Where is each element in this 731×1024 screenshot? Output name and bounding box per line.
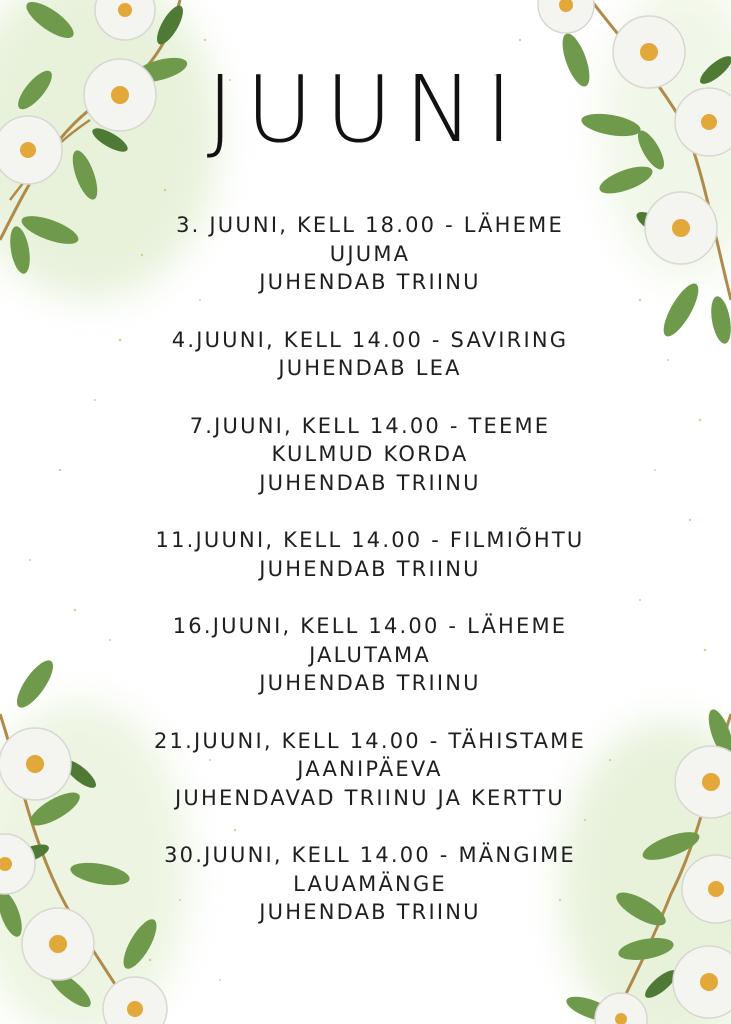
leaf-icon <box>612 886 670 931</box>
flower-icon <box>0 728 71 800</box>
flower-icon <box>595 993 647 1024</box>
event-host: JUHENDAB TRIINU <box>259 900 481 924</box>
event-host: JUHENDAB TRIINU <box>259 470 481 495</box>
flower-icon <box>682 855 731 923</box>
event-line: 4.JUUNI, KELL 14.00 - SAVIRING <box>171 327 569 352</box>
event-host: JUHENDAVAD TRIINU JA KERTTU <box>175 785 565 810</box>
event-line: LAUAMÄNGE <box>293 871 447 896</box>
event-item <box>120 526 620 583</box>
event-line: 3. JUUNI, KELL 18.00 - LÄHEME <box>176 213 564 237</box>
leaf-icon <box>657 279 704 341</box>
event-line: JAANIPÄEVA <box>297 757 443 781</box>
leaf-icon <box>21 0 78 44</box>
event-line: JALUTAMA <box>309 642 431 667</box>
page-title: JUUNI <box>206 56 525 163</box>
leaf-icon <box>18 210 81 249</box>
event-line: KULMUD KORDA <box>271 442 469 466</box>
leaf-icon <box>639 826 702 865</box>
event-host: JUHENDAB TRIINU <box>259 671 481 695</box>
leaf-icon <box>708 295 731 345</box>
leaf-icon <box>0 888 27 939</box>
leaf-icon <box>596 161 655 199</box>
event-host: JUHENDAB TRIINU <box>259 556 481 581</box>
leaf-icon <box>11 655 60 712</box>
event-item <box>120 326 620 383</box>
leaf-icon <box>152 2 188 48</box>
event-line: 16.JUUNI, KELL 14.00 - LÄHEME <box>172 614 568 638</box>
leaf-icon <box>7 225 33 275</box>
event-list <box>120 211 620 956</box>
flower-icon <box>538 0 594 33</box>
event-host: JUHENDAB LEA <box>278 356 462 380</box>
event-item <box>120 727 620 813</box>
flower-icon <box>673 946 731 1018</box>
event-line: 11.JUUNI, KELL 14.00 - FILMIÕHTU <box>155 528 585 552</box>
event-line: UJUMA <box>329 241 411 266</box>
event-line: 30.JUUNI, KELL 14.00 - MÄNGIME <box>164 843 576 867</box>
flower-icon <box>22 908 94 980</box>
event-host: JUHENDAB TRIINU <box>259 270 481 294</box>
event-item <box>120 841 620 927</box>
flower-icon <box>95 0 155 40</box>
leaf-icon <box>617 934 676 963</box>
event-line: 7.JUUNI, KELL 14.00 - TEEME <box>189 413 551 438</box>
flower-icon <box>675 746 731 818</box>
event-item <box>120 211 620 297</box>
event-item <box>120 612 620 698</box>
event-item <box>120 412 620 498</box>
flower-icon <box>645 192 717 264</box>
flower-icon <box>0 834 35 894</box>
flower-icon <box>103 977 167 1024</box>
event-line: 21.JUUNI, KELL 14.00 - TÄHISTAME <box>154 728 586 753</box>
